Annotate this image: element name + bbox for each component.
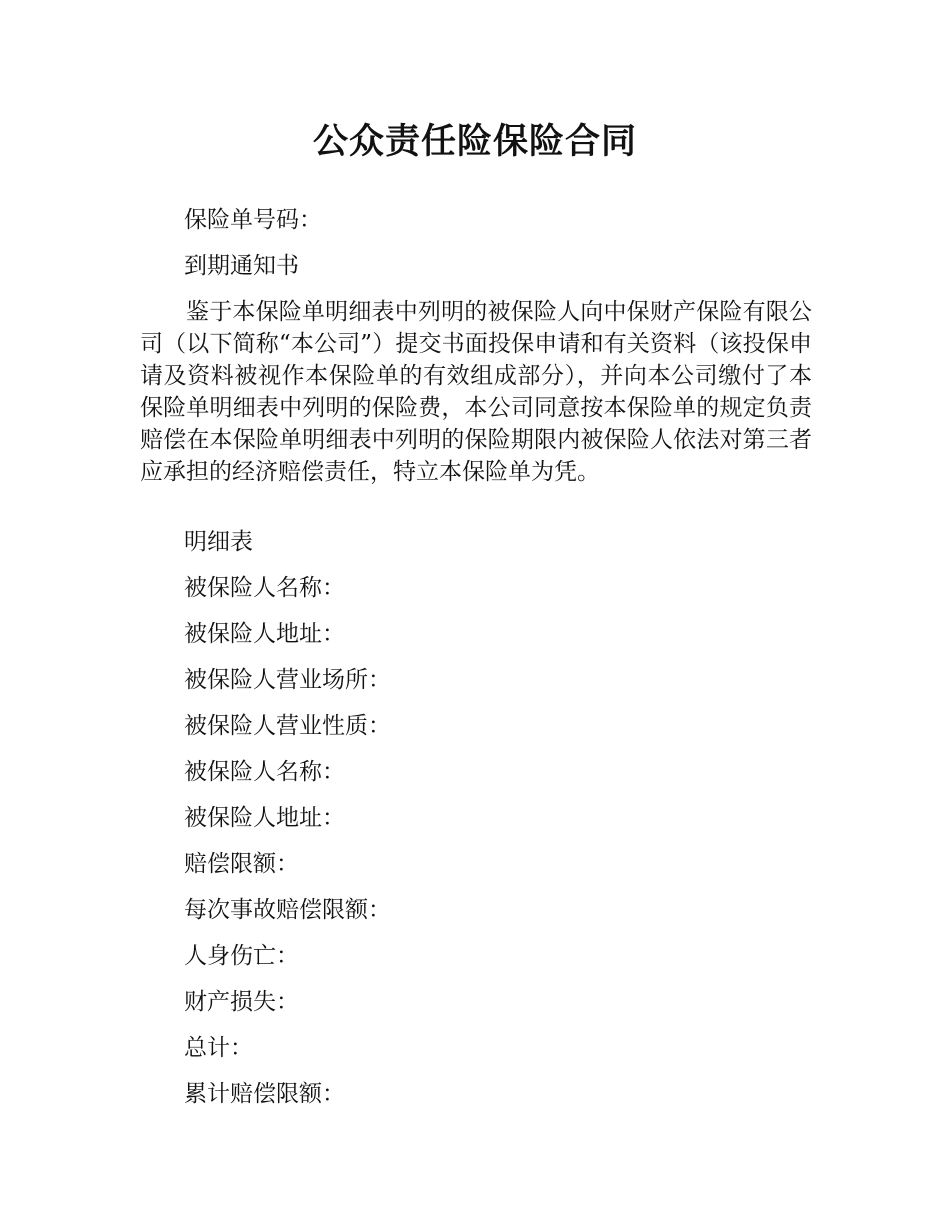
policy-number-label: 保险单号码： bbox=[184, 207, 322, 233]
field-business-premises: 被保险人营业场所： bbox=[184, 667, 391, 693]
field-business-nature: 被保险人营业性质： bbox=[184, 713, 391, 739]
expiry-notice-label: 到期通知书 bbox=[184, 253, 299, 279]
schedule-label: 明细表 bbox=[184, 529, 253, 555]
field-indemnity-limit: 赔偿限额： bbox=[184, 851, 299, 877]
field-insured-name-2: 被保险人名称： bbox=[184, 759, 345, 785]
field-property-damage: 财产损失： bbox=[184, 989, 299, 1015]
field-insured-address-2: 被保险人地址： bbox=[184, 805, 345, 831]
preamble-paragraph: 鉴于本保险单明细表中列明的被保险人向中保财产保险有限公司（以下简称“本公司”）提交书面投保申请和有关资料（该投保申请及资料被视作本保险单的有效组成部分），并向本公司缴付了本保险单明细表中列明的保险费，本公司同意按本保险单的规定负责赔偿在本保险单明细表中列明的保险期限内被保险人依法对第三者应承担的经济赔偿责任，特立本保险单为凭。 bbox=[140, 299, 812, 485]
field-total: 总计： bbox=[184, 1035, 253, 1061]
field-per-accident-limit: 每次事故赔偿限额： bbox=[184, 897, 391, 923]
field-insured-name: 被保险人名称： bbox=[184, 575, 345, 601]
field-bodily-injury: 人身伤亡： bbox=[184, 943, 299, 969]
field-aggregate-limit: 累计赔偿限额： bbox=[184, 1081, 345, 1107]
document-title: 公众责任险保险合同 bbox=[312, 122, 637, 162]
field-insured-address: 被保险人地址： bbox=[184, 621, 345, 647]
